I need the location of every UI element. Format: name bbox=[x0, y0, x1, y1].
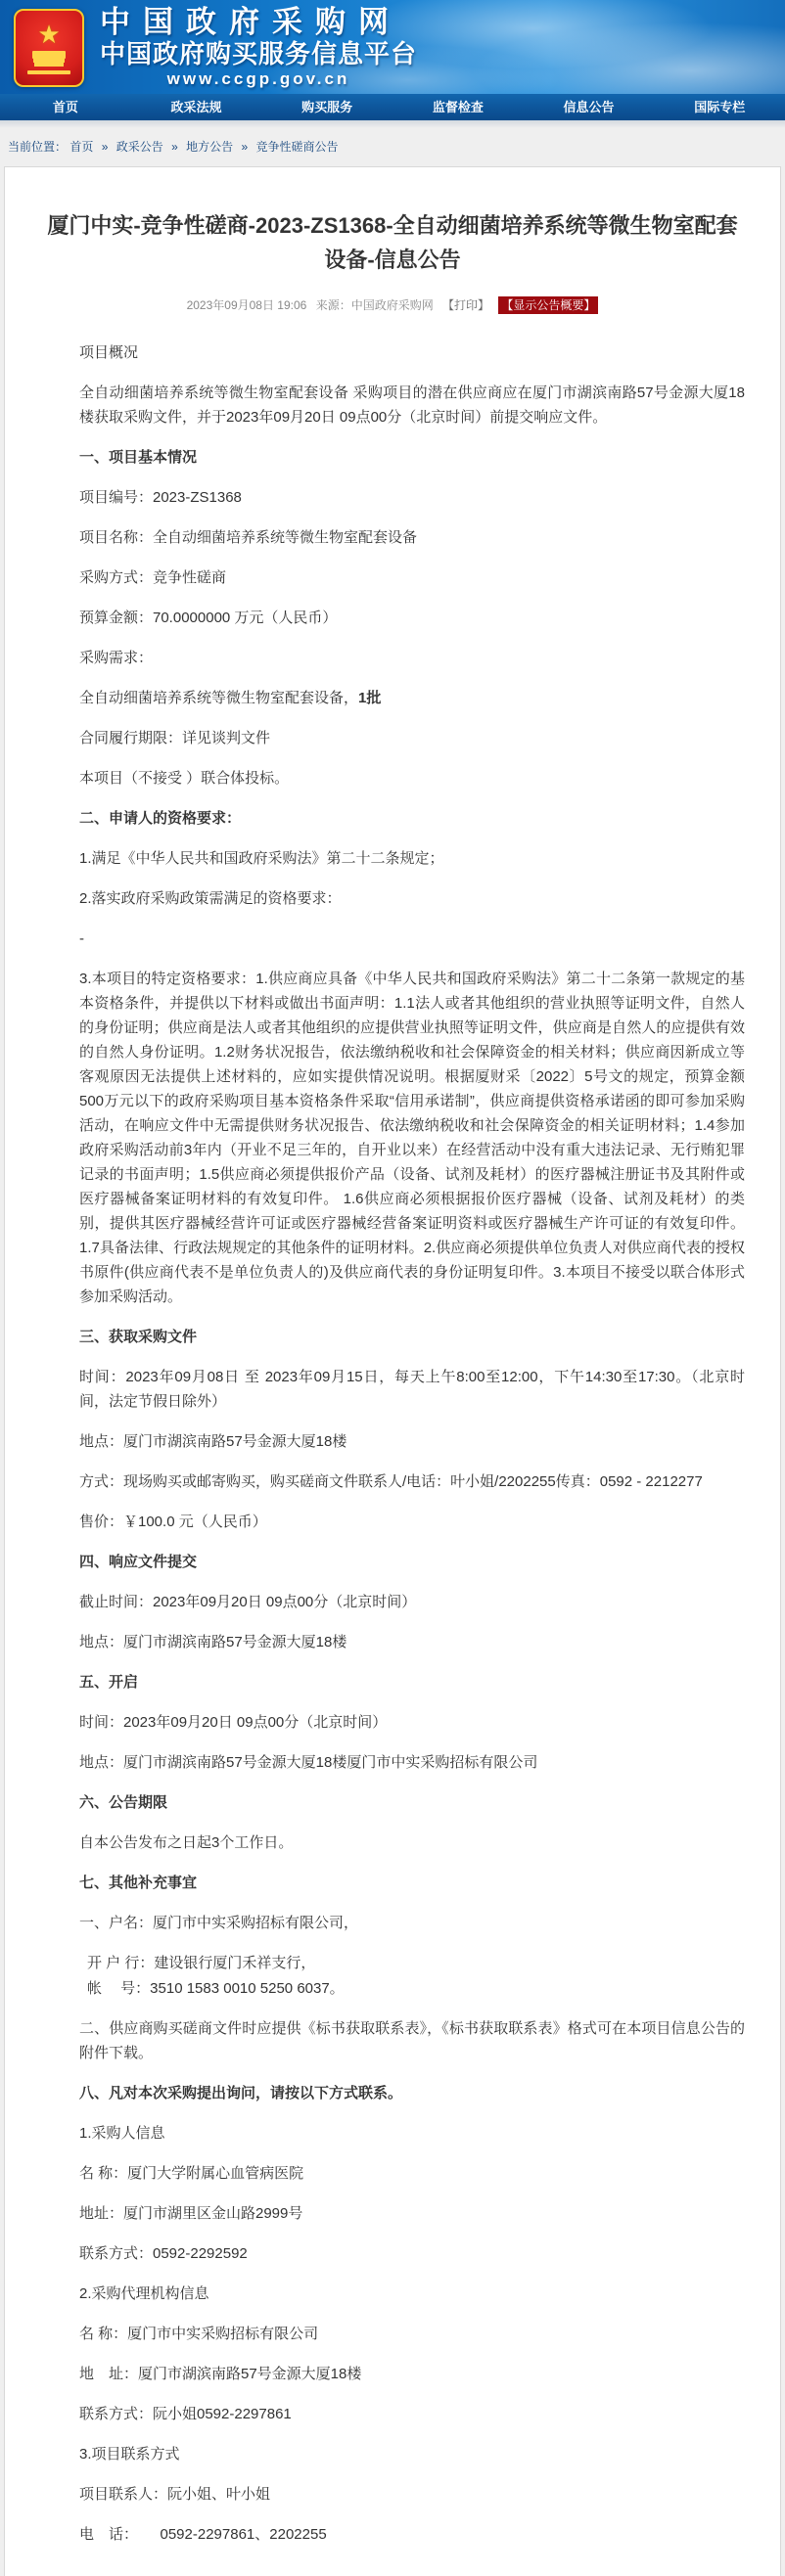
article-meta bbox=[34, 296, 751, 313]
emblem-base-icon bbox=[27, 70, 70, 74]
paragraph: 3.本项目的特定资格要求：1.供应商应具备《中华人民共和国政府采购法》第二十二条第一款规定的基本资格条件，并提供以下材料或做出书面声明：1.1法人或者其他组织的营业执照等证明文件，自然人的身份证明；供应商是法人或者其他组织的应提供营业执照等证明文件，供应商是自然人的应提供有效的自然人身份证明。1.2财务状况报告，依法缴纳税收和社会保障资金的相关材料；供应商因新成立等客观原因无法提供上述材料的，应如实提供情况说明。根据厦财采〔2022〕5号文的规定，预算金额500万元以下的政府采购项目基本资格条件采取“信用承诺制”，供应商提供资格承诺函的即可参加采购活动，在响应文件中无需提供财务状况报告、依法缴纳税收和社会保障资金的相关证明材料；1.4参加政府采购活动前3年内（开业不足三年的，自开业以来）在经营活动中没有重大违法记录、无行贿犯罪记录的书面声明；1.5供应商必须提供报价产品（设备、试剂及耗材）的医疗器械注册证书及其附件或医疗器械备案证明材料的有效复印件。 1.6供应商必须根据报价医疗器械（设备、试剂及耗材）的类别，提供其医疗器械经营许可证或医疗器械经营备案证明资料或医疗器械生产许可证的有效复印件。1.7具备法律、行政法规规定的其他条件的证明材料。2.供应商必须提供单位负责人对供应商代表的授权书原件(供应商代表不是单位负责人的)及供应商代表的身份证明复印件。3.本项目不接受以联合体形式参加采购活动。 bbox=[79, 971, 745, 1305]
breadcrumb-label: 当前位置： bbox=[8, 140, 68, 154]
paragraph: 名 称：厦门大学附属心血管病医院 bbox=[79, 2165, 304, 2182]
section-heading: 七、其他补充事宜 bbox=[79, 1875, 198, 1891]
section-heading: 一、项目基本情况 bbox=[79, 449, 198, 466]
breadcrumb-separator: » bbox=[101, 140, 109, 154]
site-name: 中国政府采购网 bbox=[100, 5, 401, 39]
paragraph: 截止时间：2023年09月20日 09点00分（北京时间） bbox=[79, 1594, 417, 1610]
paragraph: 地点：厦门市湖滨南路57号金源大厦18楼厦门市中实采购招标有限公司 bbox=[79, 1754, 538, 1771]
paragraph: 1.采购人信息 bbox=[79, 2125, 165, 2142]
paragraph bbox=[79, 686, 745, 710]
paragraph: 时间：2023年09月20日 09点00分（北京时间） bbox=[79, 1714, 388, 1731]
site-url: www.ccgp.gov.cn bbox=[166, 69, 350, 88]
paragraph: 采购方式：竞争性磋商 bbox=[79, 569, 227, 586]
section-heading: 二、申请人的资格要求： bbox=[79, 810, 242, 827]
paragraph: 电 话： 0592-2297861、2202255 bbox=[79, 2526, 327, 2543]
paragraph: 一、户名：厦门市中实采购招标有限公司， bbox=[79, 1915, 359, 1931]
article-body bbox=[34, 340, 751, 2547]
emblem-star-icon: ★ bbox=[37, 20, 61, 49]
nav-item-announcements[interactable]: 信息公告 bbox=[563, 100, 615, 114]
paragraph: 项目联系人：阮小姐、叶小姐 bbox=[79, 2486, 271, 2503]
paragraph: 项目概况 bbox=[79, 344, 139, 361]
nav-item-regulations[interactable]: 政采法规 bbox=[170, 100, 222, 114]
nav-item-home[interactable]: 首页 bbox=[52, 100, 78, 114]
paragraph: 全自动细菌培养系统等微生物室配套设备 采购项目的潜在供应商应在厦门市湖滨南路57号金源大厦18楼获取采购文件，并于2023年09月20日 09点00分（北京时间）前提交响应文件。 bbox=[79, 384, 745, 426]
paragraph: 地点：厦门市湖滨南路57号金源大厦18楼 bbox=[79, 1433, 347, 1450]
breadcrumb-local-announcements[interactable]: 地方公告 bbox=[186, 140, 234, 154]
site-subtitle: 中国政府购买服务信息平台 bbox=[100, 39, 418, 68]
brand-text bbox=[100, 6, 417, 90]
paragraph: 名 称：厦门市中实采购招标有限公司 bbox=[79, 2326, 319, 2342]
section-heading: 五、开启 bbox=[79, 1674, 139, 1691]
breadcrumb-competitive-consultation[interactable]: 竞争性磋商公告 bbox=[255, 140, 339, 154]
paragraph: 开 户 行：建设银行厦门禾祥支行， bbox=[87, 1955, 316, 1971]
main-nav bbox=[0, 94, 785, 120]
breadcrumb-gov-announcements[interactable]: 政采公告 bbox=[115, 140, 163, 154]
section-heading: 六、公告期限 bbox=[79, 1794, 168, 1811]
paragraph: 本项目（不接受 ）联合体投标。 bbox=[79, 770, 290, 787]
site-brand bbox=[14, 6, 417, 90]
nav-item-international[interactable]: 国际专栏 bbox=[694, 100, 746, 114]
paragraph: 自本公告发布之日起3个工作日。 bbox=[79, 1834, 294, 1851]
publish-datetime: 2023年09月08日 19:06 bbox=[186, 298, 307, 312]
breadcrumb-separator: » bbox=[241, 140, 249, 154]
paragraph: 二、供应商购买磋商文件时应提供《标书获取联系表》，《标书获取联系表》格式可在本项目信息公告的附件下载。 bbox=[79, 2020, 745, 2061]
paragraph: 2.采购代理机构信息 bbox=[79, 2285, 209, 2302]
paragraph: 项目名称：全自动细菌培养系统等微生物室配套设备 bbox=[79, 529, 418, 546]
paragraph-segment: 1批 bbox=[358, 690, 382, 706]
paragraph-segment: 全自动细菌培养系统等微生物室配套设备， bbox=[79, 690, 359, 706]
announcement-panel bbox=[4, 166, 781, 2576]
page-title: 厦门中实-竞争性磋商-2023-ZS1368-全自动细菌培养系统等微生物室配套设备-信息公告 bbox=[47, 213, 738, 272]
paragraph: 项目编号：2023-ZS1368 bbox=[79, 489, 242, 506]
paragraph: 地点：厦门市湖滨南路57号金源大厦18楼 bbox=[79, 1634, 347, 1650]
paragraph: 售价：￥100.0 元（人民币） bbox=[79, 1514, 267, 1530]
paragraph: 时间：2023年09月08日 至 2023年09月15日，每天上午8:00至12:00，下午14:30至17:30。（北京时间，法定节假日除外） bbox=[79, 1369, 745, 1410]
source-label: 来源：中国政府采购网 bbox=[315, 298, 434, 312]
nav-item-purchase-service[interactable]: 购买服务 bbox=[301, 100, 353, 114]
paragraph: 预算金额：70.0000000 万元（人民币） bbox=[79, 610, 338, 626]
paragraph: 地 址：厦门市湖滨南路57号金源大厦18楼 bbox=[79, 2366, 362, 2382]
show-summary-button[interactable]: 【显示公告概要】 bbox=[498, 296, 598, 314]
paragraph: 联系方式：阮小姐0592-2297861 bbox=[79, 2406, 292, 2422]
section-heading: 八、凡对本次采购提出询问，请按以下方式联系。 bbox=[79, 2085, 403, 2101]
emblem-gate-icon bbox=[32, 51, 66, 59]
paragraph: 合同履行期限：详见谈判文件 bbox=[79, 730, 271, 746]
paragraph: 3.项目联系方式 bbox=[79, 2446, 180, 2463]
paragraph: 1.满足《中华人民共和国政府采购法》第二十二条规定； bbox=[79, 850, 444, 867]
national-emblem-icon bbox=[14, 9, 84, 87]
section-heading: 四、响应文件提交 bbox=[79, 1554, 198, 1570]
paragraph: 2.落实政府采购政策需满足的资格要求： bbox=[79, 890, 342, 907]
breadcrumb-home[interactable]: 首页 bbox=[69, 140, 94, 154]
nav-shadow bbox=[0, 120, 785, 128]
breadcrumb-separator: » bbox=[171, 140, 178, 154]
nav-item-supervision[interactable]: 监督检查 bbox=[432, 100, 484, 114]
paragraph: 联系方式：0592-2292592 bbox=[79, 2245, 248, 2262]
paragraph: - bbox=[79, 930, 84, 947]
print-button[interactable]: 【打印】 bbox=[442, 298, 490, 312]
site-header bbox=[0, 0, 785, 94]
section-heading: 三、获取采购文件 bbox=[79, 1329, 198, 1345]
breadcrumb bbox=[0, 128, 785, 162]
paragraph: 采购需求： bbox=[79, 650, 154, 666]
paragraph: 方式：现场购买或邮寄购买，购买磋商文件联系人/电话：叶小姐/2202255传真：0592 - 2212277 bbox=[79, 1473, 703, 1490]
paragraph: 地址：厦门市湖里区金山路2999号 bbox=[79, 2205, 303, 2222]
paragraph: 帐 号：3510 1583 0010 5250 6037。 bbox=[87, 1980, 345, 1997]
